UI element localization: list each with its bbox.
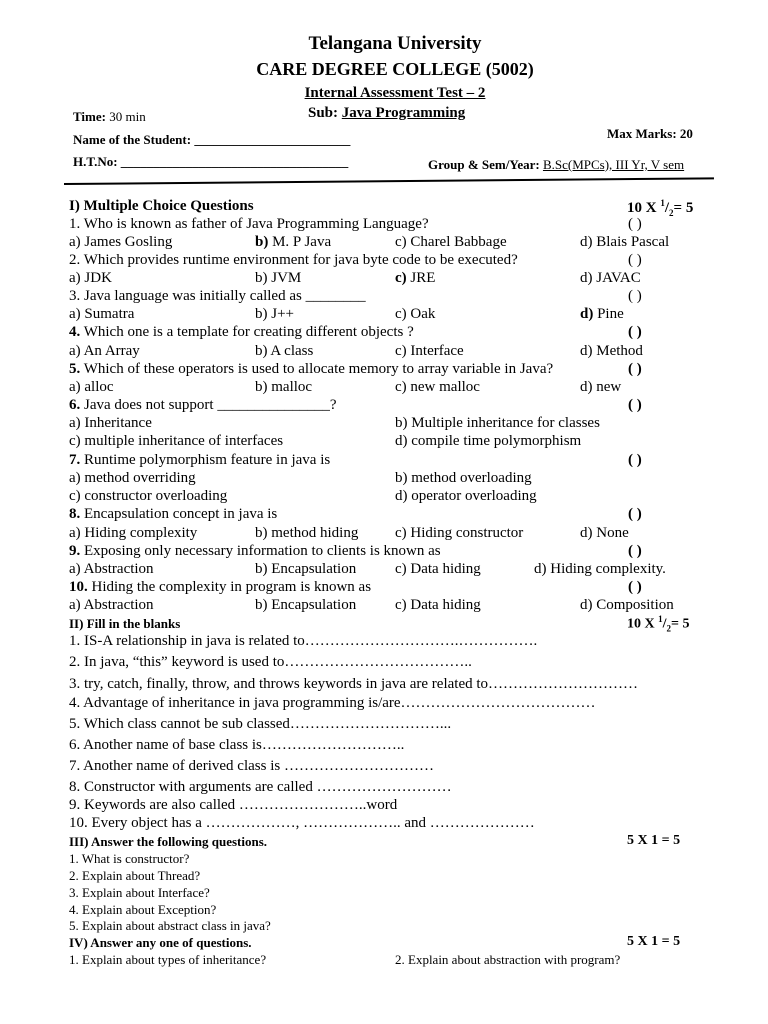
q10-body: Hiding the complexity in program is known as: [87, 579, 372, 595]
q2-c-label: c): [395, 270, 407, 286]
blank-item: 1. IS-A relationship in java is related to………………………….…………….: [69, 633, 538, 649]
group-value: B.Sc(MPCs), III Yr, V sem: [542, 157, 685, 172]
question-item: 2. Explain about abstraction with program?: [395, 952, 621, 967]
q6-text: [69, 397, 336, 414]
q8-body: Encapsulation concept in java is: [80, 506, 278, 522]
section4-marks: 5 X 1 = 5: [627, 934, 681, 949]
section1-title: I) Multiple Choice Questions: [69, 198, 254, 214]
q7-bracket: ( ): [628, 452, 642, 468]
q5-bracket: ( ): [628, 361, 642, 377]
q8-option-b: b) method hiding: [255, 525, 359, 541]
q6-num: 6.: [69, 397, 81, 413]
q1-text: 1. Who is known as father of Java Programming Language?: [69, 216, 429, 232]
marks-den: 2: [669, 208, 674, 218]
q1-b-label: b): [255, 234, 269, 250]
college-title: CARE DEGREE COLLEGE (5002): [256, 59, 534, 79]
subject-label: Sub:: [308, 105, 339, 121]
q1-option-b: [255, 234, 331, 251]
q5-option-b: b) malloc: [255, 379, 313, 395]
q4-num: 4.: [69, 324, 81, 340]
blank-item: 2. In java, “this” keyword is used to………………………………..: [69, 654, 472, 670]
q9-body: Exposing only necessary information to clients is known as: [80, 543, 441, 559]
q9-option-d: d) Hiding complexity.: [534, 561, 666, 577]
question-item: 1. Explain about types of inheritance?: [69, 952, 267, 967]
marks-suffix: = 5: [673, 200, 694, 216]
question-item: 2. Explain about Thread?: [69, 868, 201, 883]
q7-num: 7.: [69, 452, 81, 468]
marks-prefix: 10 X: [627, 616, 659, 632]
q7-option-b: b) method overloading: [395, 470, 532, 486]
q2-option-b: b) JVM: [255, 270, 302, 286]
q5-option-c: c) new malloc: [395, 379, 480, 395]
q3-d-text: Pine: [593, 306, 624, 322]
section2-marks: [627, 614, 690, 633]
q4-option-b: b) A class: [255, 343, 314, 359]
q6-option-b: b) Multiple inheritance for classes: [395, 415, 600, 431]
q2-text: 2. Which provides runtime environment for java byte code to be executed?: [69, 252, 518, 268]
q10-bracket: ( ): [628, 579, 642, 595]
q8-option-a: a) Hiding complexity: [69, 525, 198, 541]
question-item: 5. Explain about abstract class in java?: [69, 918, 271, 933]
q3-option-d: [580, 306, 624, 323]
q4-text: [69, 324, 414, 341]
university-title: Telangana University: [308, 33, 482, 54]
blank-item: 3. try, catch, finally, throw, and throws keywords in java are related to…………………………: [69, 676, 639, 692]
q10-option-c: c) Data hiding: [395, 597, 481, 613]
blank-item: 10. Every object has a ………………, ……………….. and …………………: [69, 815, 535, 831]
marks-num: 1: [660, 198, 665, 208]
marks-den: 2: [666, 623, 672, 634]
marks-slash: /: [664, 200, 670, 216]
q1-option-d: d) Blais Pascal: [580, 234, 670, 250]
q7-option-c: c) constructor overloading: [69, 488, 228, 504]
test-title: Internal Assessment Test – 2: [304, 85, 486, 101]
q3-text: 3. Java language was initially called as ________: [69, 288, 366, 304]
q5-num: 5.: [69, 361, 81, 377]
q5-option-a: a) alloc: [69, 379, 114, 395]
q9-num: 9.: [69, 543, 81, 559]
q6-option-a: a) Inheritance: [69, 415, 152, 431]
q8-num: 8.: [69, 506, 81, 522]
q5-body: Which of these operators is used to allocate memory to array variable in Java?: [80, 361, 554, 377]
q10-option-a: a) Abstraction: [69, 597, 154, 613]
q6-option-d: d) compile time polymorphism: [395, 433, 582, 449]
marks-suffix: = 5: [671, 616, 690, 632]
group-line: [428, 157, 684, 173]
q1-option-c: c) Charel Babbage: [395, 234, 507, 250]
q8-option-d: d) None: [580, 525, 629, 541]
q3-option-c: c) Oak: [395, 306, 436, 322]
q1-option-a: a) James Gosling: [69, 234, 173, 250]
q9-option-c: c) Data hiding: [395, 561, 481, 577]
section3-title: III) Answer the following questions.: [69, 834, 268, 849]
q6-body: Java does not support _______________?: [80, 397, 337, 413]
q7-text: [69, 452, 330, 469]
q4-option-c: c) Interface: [395, 343, 464, 359]
group-label: Group & Sem/Year:: [428, 157, 540, 172]
blank-item: 7. Another name of derived class is …………………………: [69, 758, 434, 774]
q8-text: [69, 506, 277, 523]
q3-option-a: a) Sumatra: [69, 306, 135, 322]
q2-option-d: d) JAVAC: [580, 270, 641, 286]
q2-option-a: a) JDK: [69, 270, 112, 286]
blank-item: 4. Advantage of inheritance in java programming is/are…………………………………: [69, 695, 596, 711]
q4-option-a: a) An Array: [69, 343, 140, 359]
question-item: 4. Explain about Exception?: [69, 902, 217, 917]
q7-option-d: d) operator overloading: [395, 488, 537, 504]
subject-value: Java Programming: [341, 105, 466, 121]
q4-body: Which one is a template for creating different objects ?: [80, 324, 414, 340]
q2-bracket: ( ): [628, 252, 642, 268]
q10-option-d: d) Composition: [580, 597, 674, 613]
q9-bracket: ( ): [628, 543, 642, 559]
q1-bracket: ( ): [628, 216, 642, 232]
time-value: 30 min: [109, 109, 146, 124]
q6-bracket: ( ): [628, 397, 642, 413]
q10-num: 10.: [69, 579, 88, 595]
blank-item: 9. Keywords are also called ……………………..word: [69, 797, 398, 813]
question-item: 1. What is constructor?: [69, 851, 190, 866]
student-name-field: Name of the Student: ________________________: [73, 132, 351, 147]
q10-option-b: b) Encapsulation: [255, 597, 357, 613]
section1-marks: [627, 198, 693, 218]
q9-text: [69, 543, 441, 560]
blank-item: 8. Constructor with arguments are called ………………………: [69, 779, 452, 795]
q10-text: [69, 579, 371, 596]
question-item: 3. Explain about Interface?: [69, 885, 210, 900]
section3-marks: 5 X 1 = 5: [627, 833, 681, 848]
q3-option-b: b) J++: [255, 306, 295, 322]
q1-b-text: M. P Java: [268, 234, 332, 250]
time-line: [73, 109, 146, 125]
section2-title: II) Fill in the blanks: [69, 616, 181, 631]
q2-c-text: JRE: [406, 270, 436, 286]
blank-item: 5. Which class cannot be sub classed…………………………...: [69, 716, 452, 732]
q4-bracket: ( ): [628, 324, 642, 340]
q2-option-c: [395, 270, 435, 287]
q9-option-a: a) Abstraction: [69, 561, 154, 577]
q4-option-d: d) Method: [580, 343, 643, 359]
q5-text: [69, 361, 553, 378]
q6-option-c: c) multiple inheritance of interfaces: [69, 433, 284, 449]
time-label: Time:: [73, 109, 106, 124]
marks-num: 1: [658, 614, 663, 624]
max-marks: Max Marks: 20: [607, 126, 693, 141]
marks-prefix: 10 X: [627, 200, 661, 216]
q8-bracket: ( ): [628, 506, 642, 522]
htno-field: H.T.No: ___________________________________: [73, 154, 349, 169]
marks-slash: /: [662, 616, 667, 632]
q7-option-a: a) method overriding: [69, 470, 196, 486]
q3-d-label: d): [580, 306, 594, 322]
q3-bracket: ( ): [628, 288, 642, 304]
section4-title: IV) Answer any one of questions.: [69, 935, 252, 950]
header-divider: [64, 177, 714, 185]
blank-item: 6. Another name of base class is………………………..: [69, 737, 405, 753]
subject-line: [308, 105, 465, 122]
q9-option-b: b) Encapsulation: [255, 561, 357, 577]
q7-body: Runtime polymorphism feature in java is: [80, 452, 331, 468]
q5-option-d: d) new: [580, 379, 622, 395]
q8-option-c: c) Hiding constructor: [395, 525, 524, 541]
